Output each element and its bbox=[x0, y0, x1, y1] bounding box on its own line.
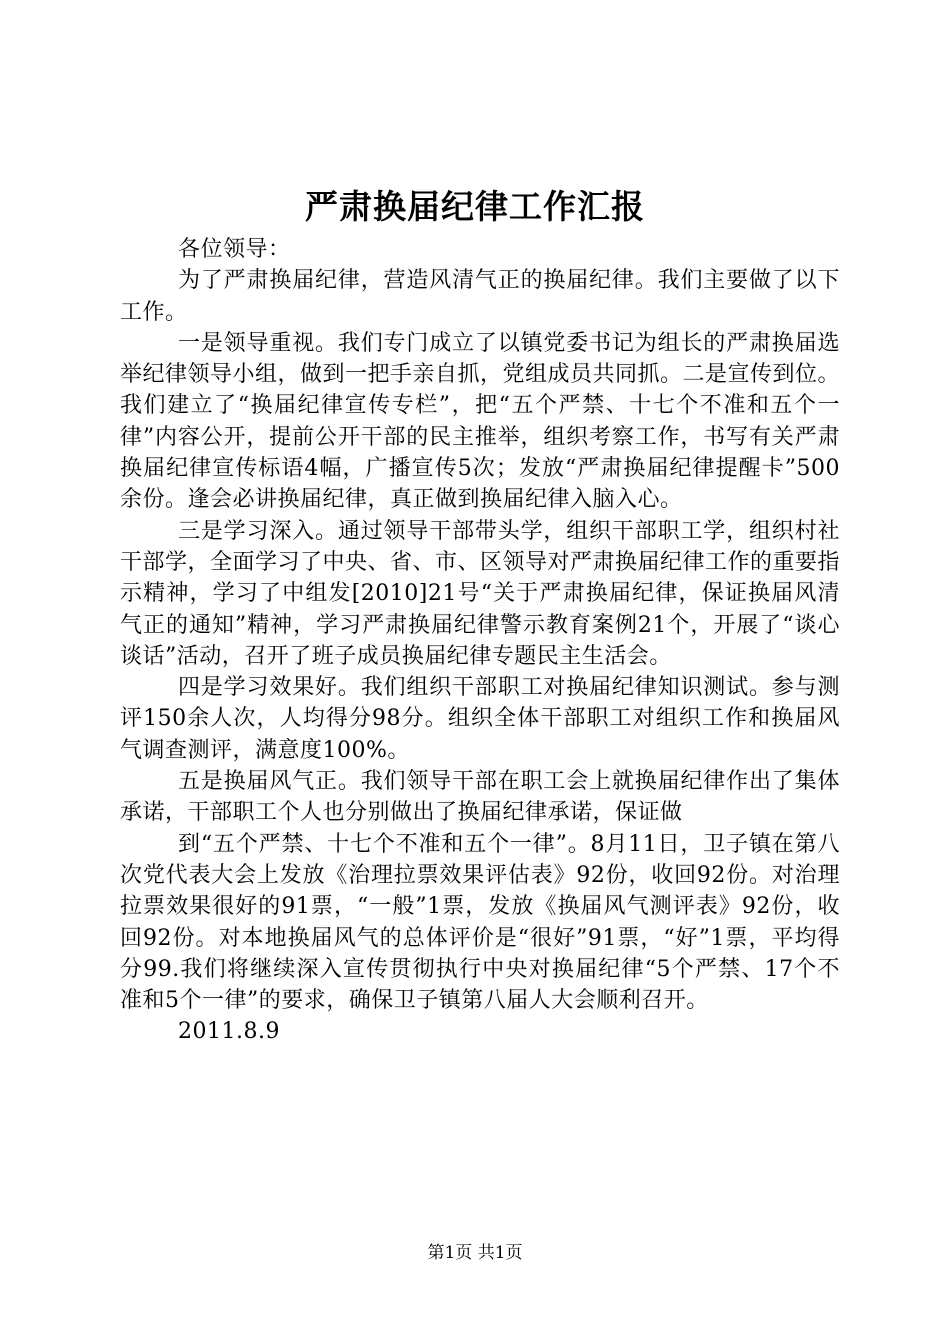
paragraph-leadership-publicity: 一是领导重视。我们专门成立了以镇党委书记为组长的严肃换届选举纪律领导小组，做到一把手亲自抓，党组成员共同抓。二是宣传到位。我们建立了“换届纪律宣传专栏”，把“五个严禁、十七个不准和五个一律”内容公开，提前公开干部的民主推举，组织考察工作，书写有关严肃换届纪律宣传标语4幅，广播宣传5次；发放“严肃换届纪律提醒卡”500余份。逢会必讲换届纪律，真正做到换届纪律入脑入心。 bbox=[120, 330, 841, 513]
paragraph-intro: 为了严肃换届纪律，营造风清气正的换届纪律。我们主要做了以下工作。 bbox=[120, 268, 840, 325]
document-date: 2011.8.9 bbox=[178, 1019, 280, 1045]
salutation: 各位领导： bbox=[178, 237, 291, 262]
document-body bbox=[120, 234, 840, 1048]
paragraph-continuation: 到“五个严禁、十七个不准和五个一律”。8月11日，卫子镇在第八次党代表大会上发放《治理拉票效果评估表》92份，收回92份。对治理拉票效果很好的91票，“一般”1票，发放《换届风气测评表》92份，收回92份。对本地换届风气的总体评价是“很好”91票，“好”1票，平均得分99.我们将继续深入宣传贯彻执行中央对换届纪律“5个严禁、17个不准和5个一律”的要求，确保卫子镇第八届人大会顺利召开。 bbox=[120, 831, 840, 1014]
page-title: 严肃换届纪律工作汇报 bbox=[305, 187, 645, 226]
paragraph-study: 三是学习深入。通过领导干部带头学，组织干部职工学，组织村社干部学，全面学习了中央、省、市、区领导对严肃换届纪律工作的重要指示精神，学习了中组发[2010]21号“关于严肃换届纪律，保证换届风清气正的通知”精神，学习严肃换届纪律警示教育案例21个，开展了“谈心谈话”活动，召开了班子成员换届纪律专题民主生活会。 bbox=[120, 518, 841, 669]
paragraph-atmosphere: 五是换届风气正。我们领导干部在职工会上就换届纪律作出了集体承诺，干部职工个人也分别做出了换届纪律承诺，保证做 bbox=[120, 769, 840, 826]
page-footer: 第1页 共1页 bbox=[427, 1243, 523, 1263]
paragraph-study-results: 四是学习效果好。我们组织干部职工对换届纪律知识测试。参与测评150余人次，人均得分98分。组织全体干部职工对组织工作和换届风气调查测评，满意度100%。 bbox=[120, 675, 840, 763]
